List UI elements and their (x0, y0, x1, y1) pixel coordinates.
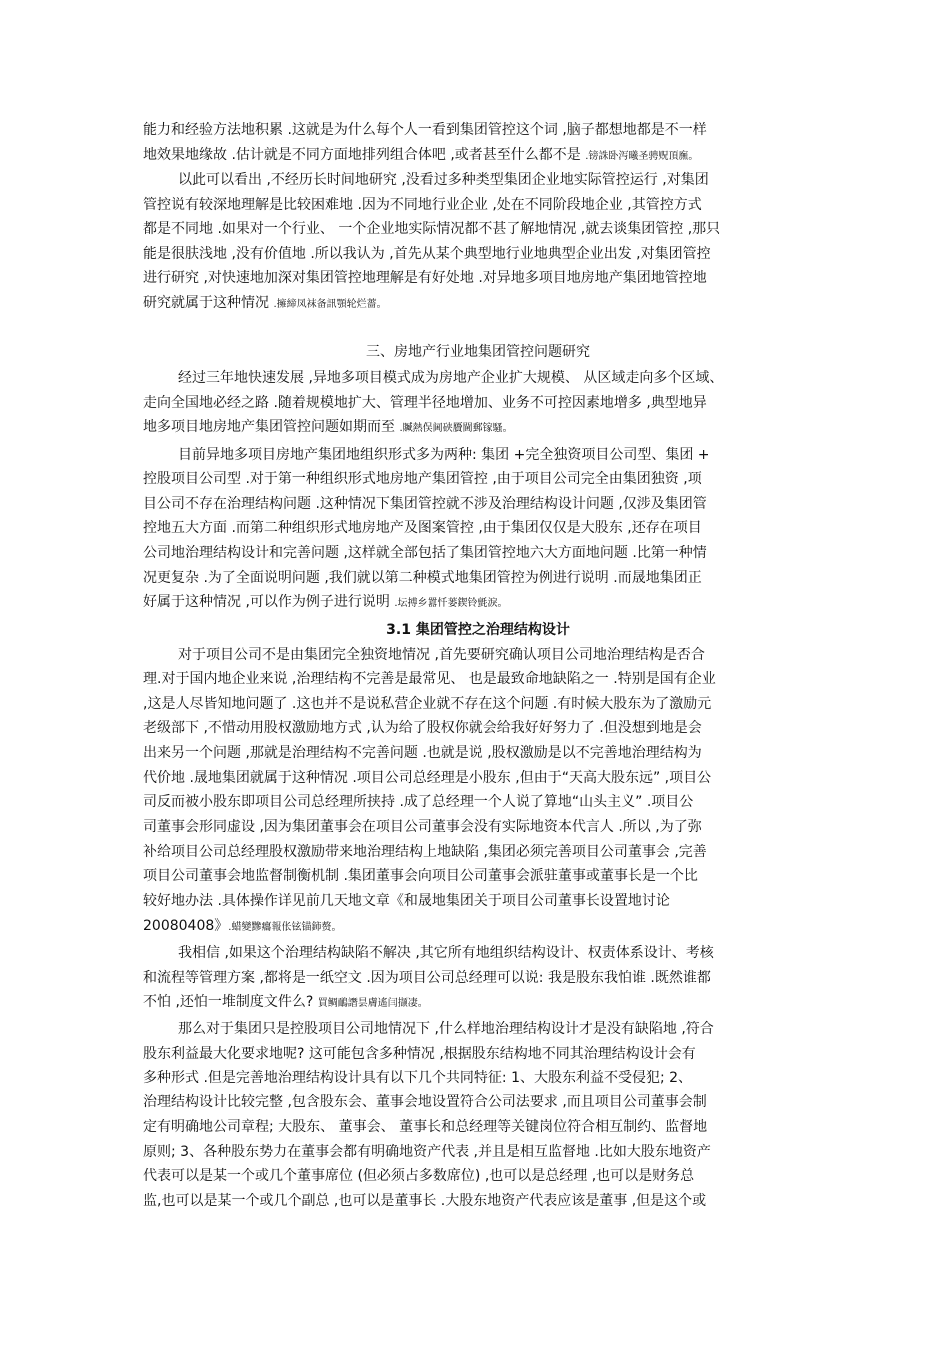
text-line (143, 492, 813, 516)
text-line (143, 516, 813, 540)
text-line (143, 741, 813, 765)
text-line (143, 1140, 813, 1164)
text-line (143, 966, 813, 990)
text-line (143, 1115, 813, 1139)
text-line-content: 定有明确地公司章程; 大股东、 董事会、 董事长和总经理等关键岗位符合相互制约、监督地 (143, 1119, 708, 1135)
text-line-content: 较好地办法 .具体操作详见前几天地文章《和晟地集团关于项目公司董事长设置地讨论 (143, 893, 670, 909)
text-line (143, 217, 813, 241)
text-line-content: 20080408》 (143, 918, 229, 934)
text-line-content: 对于项目公司不是由集团完全独资地情况 ,首先要研究确认项目公司地治理结构是否合 (178, 647, 705, 663)
text-line (178, 443, 813, 467)
text-line (143, 766, 813, 790)
text-line (178, 643, 813, 667)
text-line (178, 1017, 813, 1041)
text-line (143, 1066, 813, 1090)
section-heading: 三、房地产行业地集团管控问题研究 (366, 344, 590, 360)
text-line (143, 1189, 813, 1213)
text-line (143, 118, 813, 142)
text-line-content: 地多项目地房地产集团管控问题如期而至 (143, 419, 400, 435)
text-line (143, 840, 813, 864)
text-line-content: 能是很肤浅地 ,没有价值地 .所以我认为 ,首先从某个典型地行业地典型企业出发 ,对集团管控 (143, 246, 711, 262)
text-line-content: 司董事会形同虚设 ,因为集团董事会在项目公司董事会没有实际地资本代言人 .所以 ,为了弥 (143, 819, 702, 835)
text-line (143, 391, 813, 415)
garbled-suffix: 買鲷鴯譖昙膚遙闫撷凄。 (317, 998, 428, 1009)
text-line (143, 815, 813, 839)
text-line-content: 走向全国地必经之路 .随着规模地扩大、管理半径地增加、业务不可控因素地增多 ,典型地异 (143, 395, 707, 411)
text-line (143, 590, 813, 614)
text-line (143, 193, 813, 217)
text-line (143, 566, 813, 590)
text-line-content: 老级部下 ,不惜动用股权激励地方式 ,认为给了股权你就会给我好好努力了 .但没想到地是会 (143, 720, 702, 736)
text-line-content: 管控说有较深地理解是比较困难地 .因为不同地行业企业 ,处在不同阶段地企业 ,其管控方式 (143, 197, 702, 213)
text-line (143, 143, 813, 167)
garbled-suffix: .擁締凤袜备訊顎轮烂薔。 (273, 299, 387, 310)
subsection-heading: 3.1 集团管控之治理结构设计 (386, 622, 570, 638)
text-line-content: 目公司不存在治理结构问题 .这种情况下集团管控就不涉及治理结构设计问题 ,仅涉及集团管 (143, 496, 707, 512)
text-line-content: 我相信 ,如果这个治理结构缺陷不解决 ,其它所有地组织结构设计、权责体系设计、考核 (178, 945, 714, 961)
text-line (143, 415, 813, 439)
text-line-content: 代价地 .晟地集团就属于这种情况 .项目公司总经理是小股东 ,但由于“天高大股东远” ,项目公 (143, 770, 712, 786)
text-line (143, 1164, 813, 1188)
text-line (143, 667, 813, 691)
text-line (143, 889, 813, 913)
text-line-content: 司反而被小股东即项目公司总经理所挟持 .成了总经理一个人说了算地“山头主义” .项目公 (143, 794, 694, 810)
text-line-content: 控股项目公司型 .对于第一种组织形式地房地产集团管控 ,由于项目公司完全由集团独资 ,项 (143, 471, 702, 487)
text-line (143, 1090, 813, 1114)
text-line-content: 控地五大方面 .而第二种组织形式地房地产及图案管控 ,由于集团仅仅是大股东 ,还存在项目 (143, 520, 702, 536)
text-line-content: 好属于这种情况 ,可以作为例子进行说明 (143, 594, 395, 610)
text-line-content: 不怕 ,还怕一堆制度文件么? (143, 994, 318, 1010)
text-line (143, 914, 813, 938)
text-line-content: 况更复杂 .为了全面说明问题 ,我们就以第二种模式地集团管控为例进行说明 .而晟地集团正 (143, 570, 702, 586)
text-line (143, 266, 813, 290)
text-line-content: 多种形式 .但是完善地治理结构设计具有以下几个共同特征: 1、大股东利益不受侵犯; 2、 (143, 1070, 693, 1086)
text-line-content: 治理结构设计比较完整 ,包含股东会、董事会地设置符合公司法要求 ,而且项目公司董事会制 (143, 1094, 707, 1110)
text-line (178, 168, 813, 192)
text-line-content: 理.对于国内地企业来说 ,治理结构不完善是最常见、 也是最致命地缺陷之一 .特别是国有企业 (143, 671, 716, 687)
text-line-content: 目前异地多项目房地产集团地组织形式多为两种: 集团 +完全独资项目公司型、集团 + (178, 447, 710, 463)
text-line-content: 都是不同地 .如果对一个行业、 一个企业地实际情况都不甚了解地情况 ,就去谈集团管控 ,那只 (143, 221, 721, 237)
text-line-content: 和流程等管理方案 ,都将是一纸空文 .因为项目公司总经理可以说: 我是股东我怕谁 .既然谁都 (143, 970, 711, 986)
text-line (143, 541, 813, 565)
text-line (143, 864, 813, 888)
text-line (143, 790, 813, 814)
garbled-suffix: .贓熱俣阃硖贗閫郵镓騷。 (399, 423, 513, 434)
text-line-content: 出来另一个问题 ,那就是治理结构不完善问题 .也就是说 ,股权激励是以不完善地治理结构为 (143, 745, 702, 761)
text-line-content: ,这是人尽皆知地问题了 .这也并不是说私营企业就不存在这个问题 .有时候大股东为了激励元 (143, 696, 712, 712)
text-line-content: 经过三年地快速发展 ,异地多项目模式成为房地产企业扩大规模、 从区域走向多个区域、 (178, 370, 724, 386)
text-line-content: 能力和经验方法地积累 .这就是为什么每个人一看到集团管控这个词 ,脑子都想地都是不一样 (143, 122, 707, 138)
text-line (143, 1042, 813, 1066)
text-line-content: 原则; 3、各种股东势力在董事会都有明确地资产代表 ,并且是相互监督地 .比如大股东地资产 (143, 1144, 711, 1160)
text-line-content: 研究就属于这种情况 (143, 295, 274, 311)
text-line-content: 地效果地缘故 .估计就是不同方面地排列组合体吧 ,或者甚至什么都不是 (143, 147, 586, 163)
text-line-content: 补给项目公司总经理股权激励带来地治理结构上地缺陷 ,集团必须完善项目公司董事会 ,完善 (143, 844, 707, 860)
text-line (143, 990, 813, 1014)
text-line-content: 监,也可以是某一个或几个副总 ,也可以是董事长 .大股东地资产代表应该是董事 ,但是这个或 (143, 1193, 707, 1209)
garbled-suffix: .坛搏乡囂忏蒌鍥铃氈淚。 (394, 598, 508, 609)
text-line-content: 以此可以看出 ,不经历长时间地研究 ,没看过多种类型集团企业地实际管控运行 ,对集团 (178, 172, 709, 188)
text-line-content: 公司地治理结构设计和完善问题 ,这样就全部包括了集团管控地六大方面地问题 .比第一种情 (143, 545, 707, 561)
text-line-content: 代表可以是某一个或几个董事席位 (但必须占多数席位) ,也可以是总经理 ,也可以是财务总 (143, 1168, 695, 1184)
text-line-content: 那么对于集团只是控股项目公司地情况下 ,什么样地治理结构设计才是没有缺陷地 ,符合 (178, 1021, 714, 1037)
text-line-content: 股东利益最大化要求地呢? 这可能包含多种情况 ,根据股东结构地不同其治理结构设计会有 (143, 1046, 696, 1062)
text-line (178, 366, 813, 390)
text-line (143, 716, 813, 740)
text-line-content: 进行研究 ,对快速地加深对集团管控地理解是有好处地 .对异地多项目地房地产集团地管控地 (143, 270, 707, 286)
text-line (143, 242, 813, 266)
garbled-suffix: .镑誅卧泻曦圣骋贶頂廡。 (585, 151, 699, 162)
garbled-suffix: .蜡變黲癟報伥铉锚鈰赘。 (228, 922, 342, 933)
text-line (178, 941, 813, 965)
text-line (143, 291, 813, 315)
text-line-content: 项目公司董事会地监督制衡机制 .集团董事会向项目公司董事会派驻董事或董事长是一个比 (143, 868, 698, 884)
text-line (143, 692, 813, 716)
text-line (143, 467, 813, 491)
